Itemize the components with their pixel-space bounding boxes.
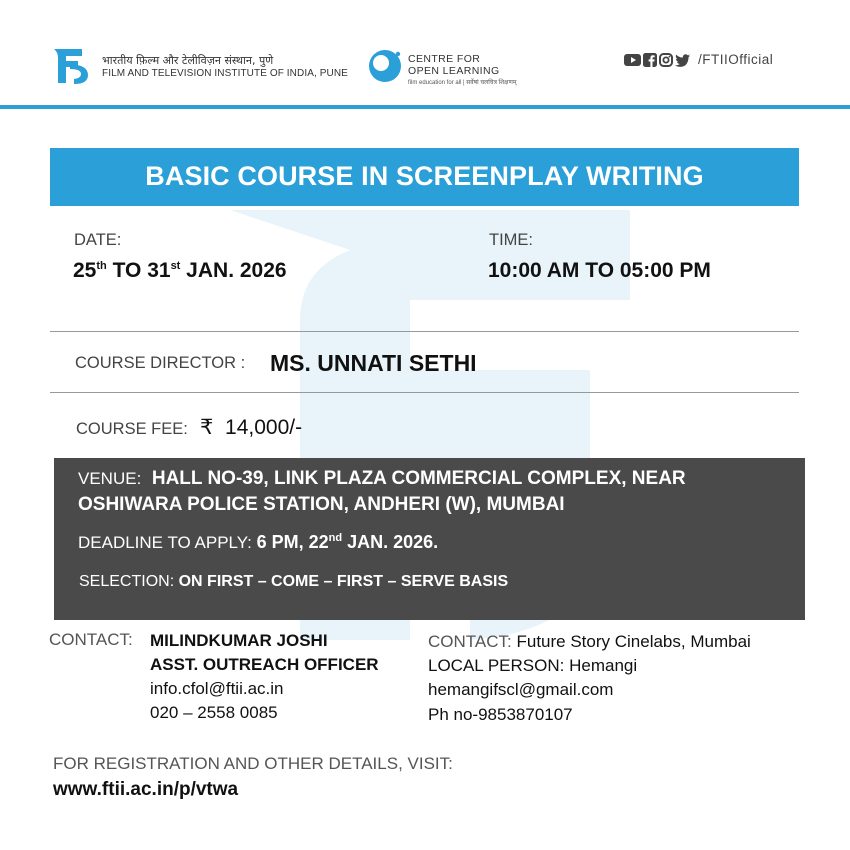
contact-right-org-row: CONTACT: Future Story Cinelabs, Mumbai [428, 632, 751, 651]
facebook-icon[interactable] [643, 53, 657, 67]
registration-link[interactable]: www.ftii.ac.in/p/vtwa [53, 779, 239, 800]
date-value: 25th TO 31st JAN. 2026 [73, 259, 287, 282]
contact-left-label: CONTACT: [49, 630, 133, 649]
ftii-name-hindi: भारतीय फ़िल्म और टेलीविज़न संस्थान, पुणे [102, 54, 274, 67]
deadline-row: DEADLINE TO APPLY: 6 PM, 22nd JAN. 2026. [78, 532, 439, 552]
ftii-name-english: FILM AND TELEVISION INSTITUTE OF INDIA, PUNE [102, 68, 348, 79]
selection-row: SELECTION: ON FIRST – COME – FIRST – SERVE BASIS [79, 573, 509, 590]
social-handle: /FTIIOfficial [698, 52, 774, 67]
twitter-icon[interactable] [675, 54, 690, 67]
instagram-icon[interactable] [659, 53, 673, 67]
rupee-icon: ₹ [200, 416, 214, 439]
venue-line2: OSHIWARA POLICE STATION, ANDHERI (W), MUMBAI [78, 494, 565, 515]
youtube-icon[interactable] [624, 53, 641, 67]
course-title: BASIC COURSE IN SCREENPLAY WRITING [145, 161, 704, 191]
title-banner [50, 148, 799, 206]
date-label: DATE: [74, 231, 122, 249]
venue-line1: VENUE: HALL NO-39, LINK PLAZA COMMERCIAL COMPLEX, NEAR [78, 468, 686, 489]
contact-left-name: MILINDKUMAR JOSHI [150, 631, 328, 650]
cfol-logo-icon [368, 49, 402, 83]
contact-right-email[interactable]: hemangifscl@gmail.com [428, 680, 614, 699]
cfol-tagline: film education for all | सर्वेषां चलचित्र शिक्षणम् [408, 80, 517, 86]
course-director-value: MS. UNNATI SETHI [270, 350, 477, 376]
divider [50, 331, 799, 332]
divider [50, 392, 799, 393]
social-icons [624, 52, 690, 68]
contact-left-phone: 020 – 2558 0085 [150, 703, 278, 722]
time-label: TIME: [489, 231, 533, 249]
course-fee-label: COURSE FEE: [76, 420, 188, 438]
header-divider [0, 105, 850, 109]
cfol-name-line2: OPEN LEARNING [408, 65, 500, 77]
contact-left-role: ASST. OUTREACH OFFICER [150, 655, 379, 674]
contact-left-email[interactable]: info.cfol@ftii.ac.in [150, 679, 284, 698]
contact-right-phone: Ph no-9853870107 [428, 705, 573, 724]
ftii-logo-icon [52, 46, 92, 86]
registration-label: FOR REGISTRATION AND OTHER DETAILS, VISIT: [53, 754, 453, 773]
course-fee-value: ₹ 14,000/- [200, 416, 303, 439]
course-director-label: COURSE DIRECTOR : [75, 354, 246, 372]
time-value: 10:00 AM TO 05:00 PM [488, 259, 711, 282]
cfol-name-line1: CENTRE FOR [408, 53, 481, 65]
contact-right-local-row: LOCAL PERSON: Hemangi [428, 656, 638, 675]
